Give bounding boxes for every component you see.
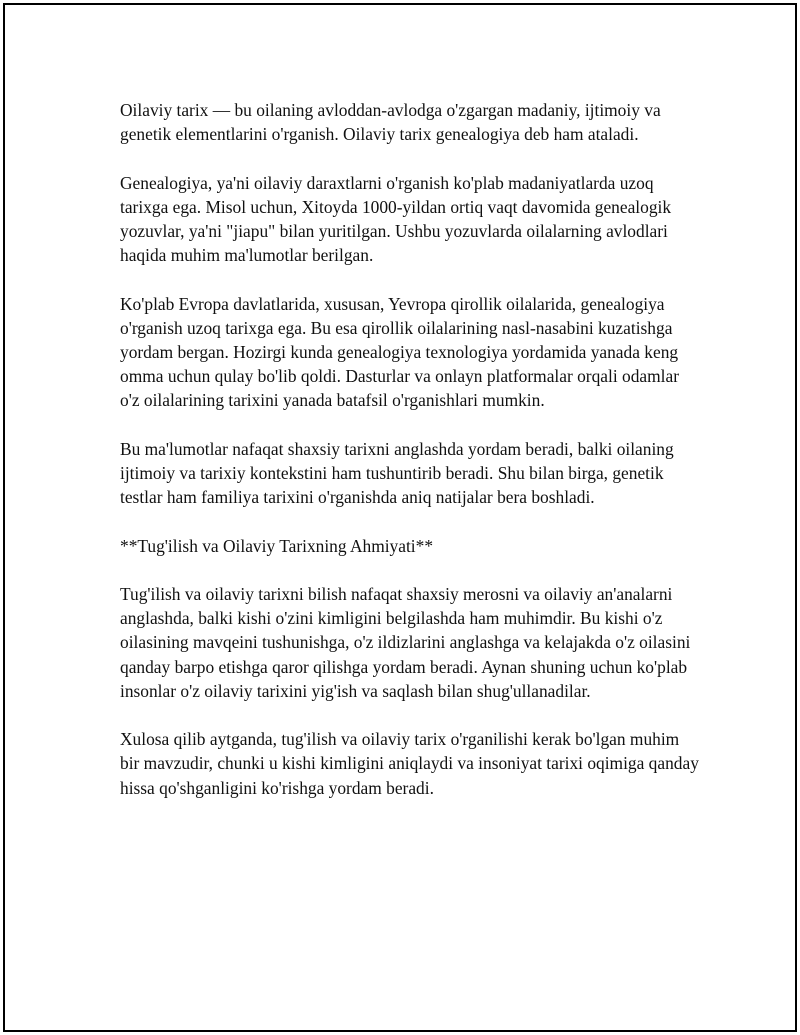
document-page: [3, 3, 797, 1032]
paragraph-conclusion: Xulosa qilib aytganda, tug'ilish va oilaviy tarix o'rganilishi kerak bo'lgan muhim bir mavzudir, chunki u kishi kimligini aniqlaydi va insoniyat tarixi oqimiga qanday hissa qo'shganligini ko'rishga yordam beradi.: [120, 729, 699, 798]
paragraph-importance: Tug'ilish va oilaviy tarixni bilish nafaqat shaxsiy merosni va oilaviy an'analarni anglashda, balki kishi o'zini kimligini belgilashda ham muhimdir. Bu kishi o'z oilasining mavqeini tushunishga, o'z ildizlarini anglashga va kelajakda o'z oilasini qanday barpo etishga qaror qilishga yordam beradi. Aynan shuning uchun ko'plab insonlar o'z oilaviy tarixini yig'ish va saqlash bilan shug'ullanadilar.: [120, 583, 691, 701]
paragraph-europe-royalty: Ko'plab Evropa davlatlarida, xususan, Yevropa qirollik oilalarida, genealogiya o'rganish uzoq tarixga ega. Bu esa qirollik oilalarining nasl-nasabini kuzatishga yordam bergan. Hozirgi kunda genealogiya texnologiya yordamida yanada keng omma uchun qulay bo'lib qoldi. Dasturlar va onlayn platformalar orqali odamlar o'z oilalarining tarixini yanada batafsil o'rganishlari mumkin.: [120, 293, 679, 411]
section-heading: **Tug'ilish va Oilaviy Tarixning Ahmiyati**: [120, 535, 434, 556]
paragraph-genealogy-history: Genealogiya, ya'ni oilaviy daraxtlarni o'rganish ko'plab madaniyatlarda uzoq tarixga ega. Misol uchun, Xitoyda 1000-yildan ortiq vaqt davomida genealogik yozuvlar, ya'ni "jiapu" bilan yuritilgan. Ushbu yozuvlarda oilalarning avlodlari haqida muhim ma'lumotlar berilgan.: [120, 172, 672, 266]
paragraph-intro: Oilaviy tarix — bu oilaning avloddan-avlodga o'zgargan madaniy, ijtimoiy va genetik elementlarini o'rganish. Oilaviy tarix genealogiya deb ham ataladi.: [120, 100, 661, 145]
document-body: [120, 98, 700, 824]
paragraph-genetic-tests: Bu ma'lumotlar nafaqat shaxsiy tarixni anglashda yordam beradi, balki oilaning ijtimoiy va tarixiy kontekstini ham tushuntirib beradi. Shu bilan birga, genetik testlar ham familiya tarixini o'rganishda aniq natijalar bera boshladi.: [120, 438, 674, 508]
